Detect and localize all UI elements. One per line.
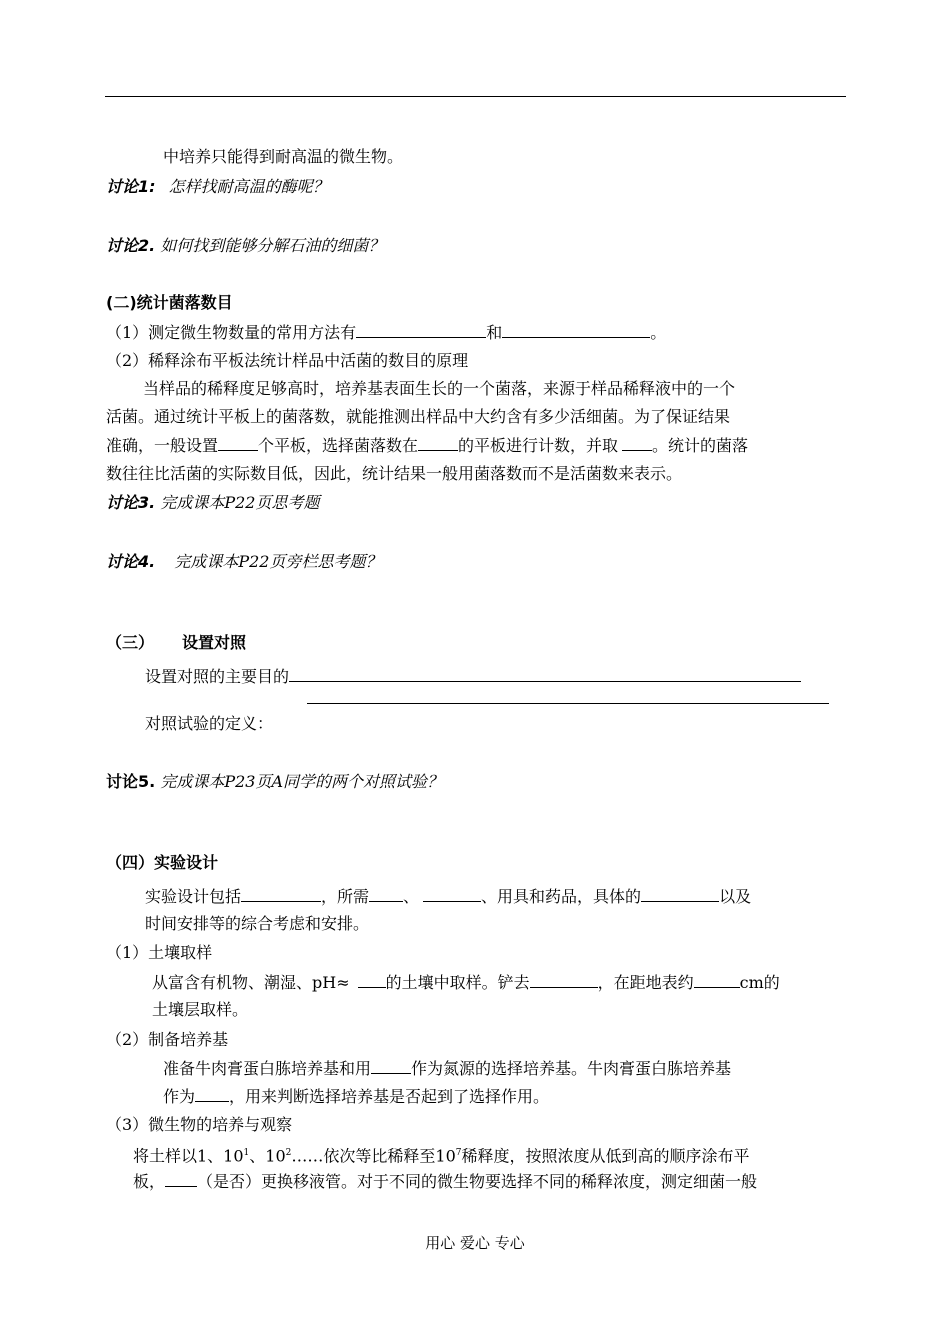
discussion-2 [106,235,384,257]
blank[interactable] [530,971,598,988]
superscript: 2 [285,1148,292,1158]
discussion-label: 讨论5. [106,772,156,791]
text: 稀释度，按照浓度从低到高的顺序涂布平 [461,1146,750,1166]
blank[interactable] [622,434,652,451]
text: 、10 [249,1146,286,1166]
text: 作为氮源的选择培养基。牛肉膏蛋白胨培养基 [411,1059,732,1078]
discussion-4 [106,551,381,573]
text: 。统计的菌落 [652,436,749,455]
blank[interactable] [195,1085,229,1102]
question-2: （2）稀释涂布平板法统计样品中活菌的数目的原理 [106,351,469,370]
text: 设置对照的主要目的 [145,667,290,686]
blank[interactable] [641,885,719,902]
text-line [152,971,780,994]
discussion-label: 讨论1: [106,177,156,196]
paragraph-line [106,434,748,457]
text-line: 对照试验的定义： [145,714,274,733]
blank[interactable] [423,885,481,902]
header-rule [105,96,846,97]
blank[interactable] [502,321,650,338]
text: 准确，一般设置 [106,436,219,455]
discussion-3 [106,492,319,514]
text: 实验设计包括 [145,887,242,906]
text: 以及 [719,887,752,906]
question-1 [106,321,666,344]
text: （1）测定微生物数量的常用方法有 [106,323,357,342]
blank[interactable] [358,971,386,988]
blank[interactable] [218,434,258,451]
text: 个平板，选择菌落数在 [258,436,419,455]
text: 。 [650,323,667,342]
text-line: 土壤层取样。 [152,1000,249,1019]
question-3: （3）微生物的培养与观察 [106,1115,293,1134]
paragraph-line: 活菌。通过统计平板上的菌落数，就能推测出样品中大约含有多少活细菌。为了保证结果 [106,407,731,426]
paragraph-line: 当样品的稀释度足够高时，培养基表面生长的一个菌落，来源于样品稀释液中的一个 [143,379,736,398]
blank-continuation[interactable] [307,703,829,704]
discussion-label: 讨论4. [106,552,156,571]
text: （是否）更换移液管。对于不同的微生物要选择不同的稀释浓度，测定细菌一般 [197,1172,758,1191]
question-1: （1）土壤取样 [106,943,213,962]
discussion-5 [106,771,443,793]
paragraph-line: 数往往比活菌的实际数目低，因此，统计结果一般用菌落数而不是活菌数来表示。 [106,464,683,483]
blank[interactable] [371,1057,411,1074]
text: 板， [133,1172,166,1191]
discussion-text: 完成课本P22页思考题 [160,493,320,512]
section-title: (二)统计菌落数目 [106,293,233,312]
discussion-text: 完成课本P23页A同学的两个对照试验？ [160,772,443,791]
question-2: （2）制备培养基 [106,1030,229,1049]
text: cm的 [739,973,780,992]
text-line [163,1085,549,1108]
blank[interactable] [165,1170,197,1187]
text: 的平板进行计数，并取 [458,436,619,455]
text: 从富含有机物、潮湿、pH≈ [152,973,350,992]
superscript: 7 [455,1148,462,1158]
text-line [145,885,751,908]
text-line [163,1057,731,1080]
text-line: 中培养只能得到耐高温的微生物。 [163,147,404,166]
text-line: 时间安排等的综合考虑和安排。 [145,914,370,933]
discussion-1 [106,176,329,198]
text: 准备牛肉膏蛋白胨培养基和用 [163,1059,372,1078]
discussion-text: 怎样找耐高温的酶呢？ [168,177,329,196]
text: 作为 [163,1087,196,1106]
blank[interactable] [694,971,740,988]
text: 、用具和药品，具体的 [481,887,642,906]
superscript: 1 [243,1148,250,1158]
text: 、 [403,887,420,906]
section-name: 设置对照 [182,633,247,652]
text: 和 [486,323,503,342]
text: 将土样以1、10 [133,1146,244,1166]
text: ……依次等比稀释至10 [291,1146,456,1166]
blank[interactable] [241,885,321,902]
text-line [133,1142,750,1167]
section-number: （三） [106,633,155,652]
text: ，在距地表约 [597,973,694,992]
blank[interactable] [369,885,403,902]
text-line [133,1170,757,1193]
discussion-text: 如何找到能够分解石油的细菌？ [160,236,385,255]
text-line [145,665,801,688]
blank[interactable] [356,321,486,338]
blank[interactable] [289,665,801,682]
page-footer: 用心 爱心 专心 [425,1234,525,1252]
text: 的土壤中取样。铲去 [385,973,530,992]
discussion-text: 完成课本P22页旁栏思考题？ [174,552,382,571]
discussion-label: 讨论3. [106,493,156,512]
blank[interactable] [418,434,458,451]
discussion-label: 讨论2. [106,236,156,255]
section-title: （四）实验设计 [106,853,219,872]
text: ，所需 [321,887,370,906]
text: ，用来判断选择培养基是否起到了选择作用。 [229,1087,550,1106]
section-title [106,632,246,654]
